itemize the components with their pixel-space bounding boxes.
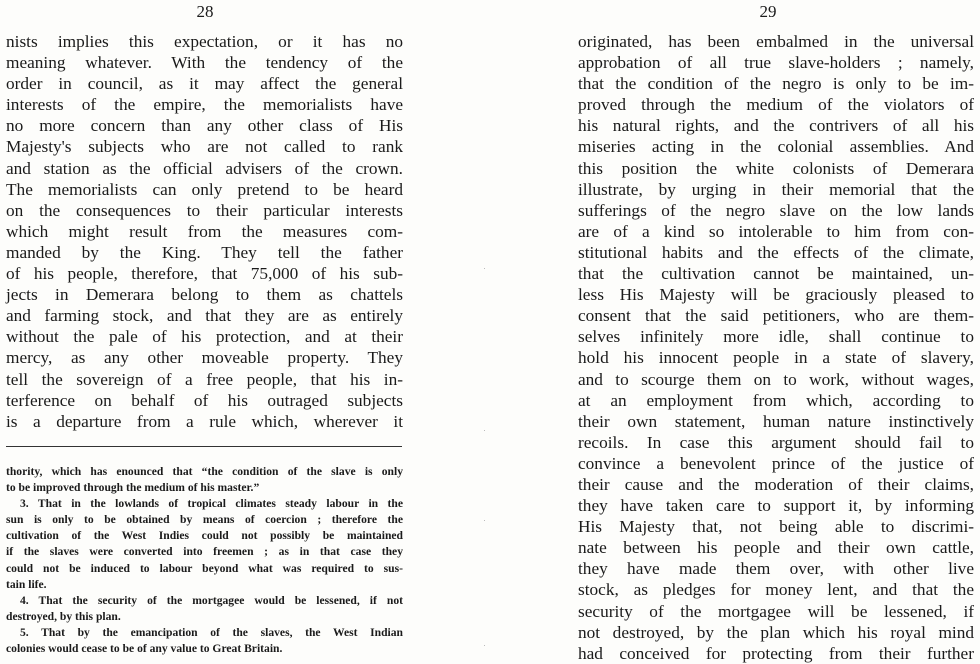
gutter-speck (484, 520, 485, 521)
footnote-line: if the slaves were converted into freemen ; as in that case they (6, 545, 403, 559)
text-line: is a departure from a rule which, wherever it (6, 411, 403, 431)
footnote-line: destroyed, by this plan. (6, 609, 121, 623)
page-number-left: 28 (196, 2, 214, 21)
text-line: hold his innocent people in a state of slavery, (578, 348, 974, 368)
text-line: approbation of all true slave-holders ; namely, (578, 53, 974, 73)
footnote-line: 4. That the security of the mortgagee would be lessened, if not (20, 593, 403, 607)
gutter-speck (484, 268, 485, 269)
text-line: their own statement, human nature instinctively (578, 411, 974, 431)
text-line: less His Majesty will be graciously pleased to (578, 285, 974, 305)
text-line: nate between his people and their own cattle, (578, 538, 974, 558)
page-number-right: 29 (759, 2, 777, 21)
text-line: miseries acting in the colonial assemblies. And (578, 137, 974, 157)
left-page-body (6, 31, 403, 432)
footnote-divider (6, 446, 402, 447)
text-line: their cause and the moderation of their claims, (578, 474, 974, 494)
text-line: nists implies this expectation, or it has no (6, 32, 403, 51)
footnote-line: colonies would cease to be of any value to Great Britain. (6, 642, 283, 656)
text-line: Majesty's subjects who are not called to rank (6, 137, 403, 157)
footnote-line: to be improved through the medium of his master.” (6, 481, 260, 495)
text-line: and to scourge them on to work, without wages, (578, 369, 974, 389)
text-line: manded by the King. They tell the father (6, 242, 403, 262)
text-line: stitutional habits and the effects of the climate, (578, 242, 974, 262)
footnote-line: 3. That in the lowlands of tropical climates steady labour in the (20, 497, 403, 511)
text-line: that the condition of the negro is only to be im- (578, 74, 974, 94)
text-line: that the cultivation cannot be maintained, un- (578, 264, 974, 284)
footnote-line: 5. That by the emancipation of the slaves, the West Indian (20, 625, 403, 639)
text-line: of his people, therefore, that 75,000 of his sub- (6, 264, 403, 284)
text-line: this position the white colonists of Demerara (578, 158, 974, 178)
text-line: jects in Demerara belong to them as chattels (6, 285, 403, 305)
footnotes (6, 464, 403, 657)
text-line: meaning whatever. With the tendency of the (6, 53, 403, 73)
text-line: and station as the official advisers of the crown. (6, 158, 403, 178)
text-line: sufferings of the negro slave on the low lands (578, 200, 974, 220)
text-line: order in council, as it may affect the general (6, 74, 403, 94)
text-line: stock, as pledges for money lent, and that the (578, 580, 974, 600)
text-line: had conceived for protecting from their further (578, 643, 974, 663)
text-line: they have taken care to support it, by informing (578, 496, 974, 516)
text-line: no more concern than any other class of His (6, 116, 403, 136)
footnote-line: thority, which has enounced that “the condition of the slave is only (6, 465, 403, 478)
text-line: they have made them over, with other live (578, 559, 974, 579)
text-line: not destroyed, by the plan which his royal mind (578, 622, 974, 642)
text-line: and farming stock, and that they are as entirely (6, 306, 403, 326)
text-line: are of a kind so intolerable to him from con- (578, 221, 974, 241)
text-line: The memorialists can only pretend to be heard (6, 179, 403, 199)
footnote-line: sun is only to be obtained by means of coercion ; therefore the (6, 513, 403, 527)
text-line: consent that the said petitioners, who are them- (578, 306, 974, 326)
text-line: which might result from the measures com- (6, 221, 403, 241)
text-line: tell the sovereign of a free people, that his in- (6, 369, 403, 389)
text-line: convince a benevolent prince of the justice of (578, 453, 974, 473)
text-line: mercy, as any other moveable property. They (6, 348, 403, 368)
text-line: his natural rights, and the contrivers of all his (578, 116, 974, 136)
text-line: security of the mortgagee will be lessened, if (578, 601, 974, 621)
gutter-speck (484, 430, 485, 431)
right-page-body (578, 31, 974, 664)
text-line: interests of the empire, the memorialists have (6, 95, 403, 115)
footnote-line: could not be induced to labour beyond what was required to sus- (6, 561, 403, 575)
gutter-speck (484, 645, 485, 646)
footnote-line: cultivation of the West Indies could not possibly be maintained (6, 529, 403, 543)
text-line: His Majesty that, not being able to discrimi- (578, 517, 974, 537)
text-line: originated, has been embalmed in the universal (578, 32, 974, 51)
text-line: proved through the medium of the violators of (578, 95, 974, 115)
footnote-line: tain life. (6, 577, 47, 591)
text-line: selves infinitely more idle, shall continue to (578, 327, 974, 347)
text-line: at an employment from which, according to (578, 390, 974, 410)
text-line: terference on behalf of his outraged subjects (6, 390, 403, 410)
text-line: recoils. In case this argument should fail to (578, 432, 974, 452)
text-line: on the consequences to their particular interests (6, 200, 403, 220)
text-line: without the pale of his protection, and at their (6, 327, 403, 347)
text-line: illustrate, by urging in their memorial that the (578, 179, 974, 199)
